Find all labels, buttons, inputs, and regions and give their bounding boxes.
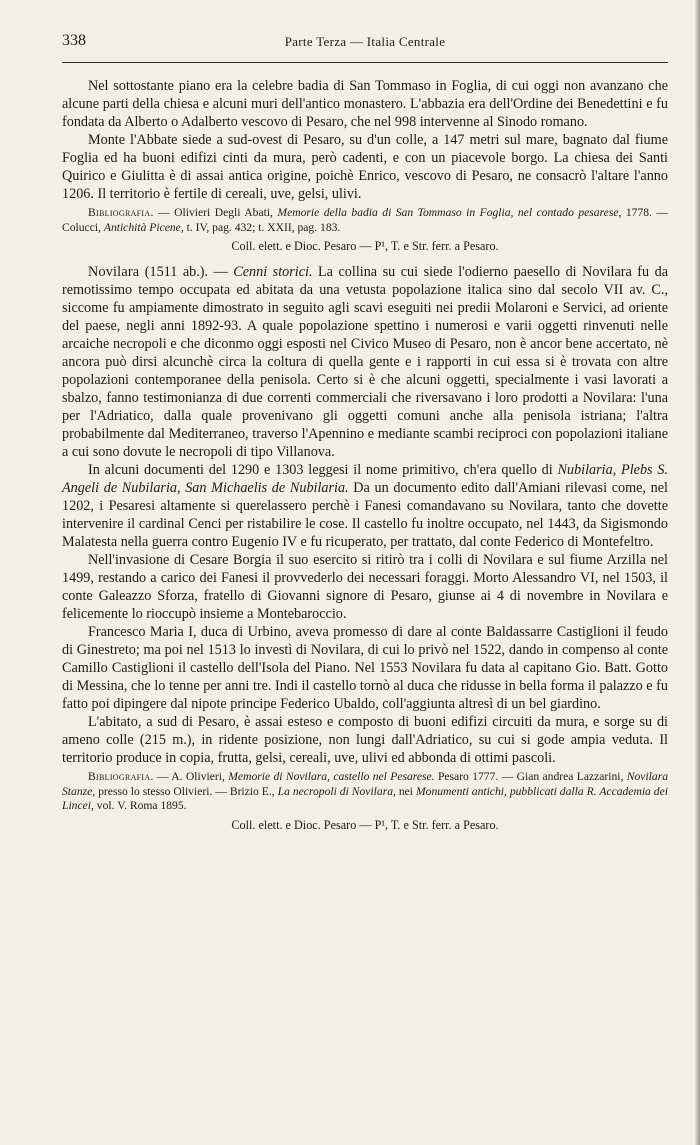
entry-population: (1511 ab.). —	[139, 264, 234, 281]
running-title: Parte Terza — Italia Centrale	[284, 34, 446, 49]
paragraph-text: Da un documento edito dall'Amiani rilevasi come, nel 1202, i Pesaresi altamente si querelassero perchè i Fanesi comandavano su Novilara, tanto che dovette intervenire il cardinal Cenci per ristabilire le cose. Il castello fu inoltre occupato, nel 1443, da Sigismondo Malatesta nella guerra contro Eugenio IV e fu ricuperato, per trattato, dal conte Federico di Montefeltro.	[62, 480, 668, 551]
book-page	[62, 28, 668, 842]
bibliography-label: Bibliografia.	[88, 770, 154, 784]
paragraph-documenti	[62, 461, 668, 551]
paragraph-text: La collina su cui siede l'odierno paesello di Novilara fu da remotissimo tempo occupata ed abitata da una vetusta popolazione italica sino dal secolo VII av. C., siccome fu ampiamente dimostrato in seguito agli scavi eseguiti nei predii Molaroni e Servici, ad oriente del paese, negli anni 1892-93. A quale popolazione spettino i numerosi e varii oggetti rinvenuti nelle arcaiche necropoli e che diconmo oggi esposti nel Civico Museo di Pesaro, non è ancor bene accertato, nè ancora può dirsi alcunchè circa la coltura di quella gente e i rapporti in cui essa si è trovata con altre popolazioni contemporanee della penisola. Certo si è che alcuni oggetti, specialmente i vasi lavorati a sbalzo, fanno testimonianza di due correnti commerciali che riversavano i loro prodotti a Novilara: l'una per l'Adriatico, dalla quale provenivano gli oggetti comuni anche alla penisola istriana; l'altra probabilmente dal Mediterraneo, traverso l'Apennino e mediante scambi reciproci con popolazioni italiane a cui sono dovute le necropoli di tipo Villanova.	[62, 264, 668, 461]
collegio-note: Coll. elett. e Dioc. Pesaro — P¹, T. e Str. ferr. a Pesaro.	[231, 239, 499, 254]
bib-title: Antichità Picene	[103, 220, 181, 234]
bib-title: Memorie di Novilara, castello nel Pesarese.	[228, 770, 435, 784]
bib-text: , 1778. — Colucci,	[62, 206, 669, 234]
paragraph-francesco-maria: Francesco Maria I, duca di Urbino, aveva promesso di dare al conte Baldassarre Castiglioni il feudo di Ginestreto; ma poi nel 1513 lo investì di Novilara, di cui lo privò nel 1522, dando in compenso al conte Camillo Castiglioni il castello dell'Isola del Piano. Nel 1553 Novilara fu data al capitano Gio. Batt. Gotto di Messina, che lo tenne per anni tre. Indi il castello tornò al duca che ridusse in bella forma il palazzo e fu fatto poi dipingere dal nipote principe Federico Ubaldo, coll'aggiunta altresì di un bel giardino.	[62, 624, 668, 713]
bib-text: — A. Olivieri,	[153, 770, 229, 784]
bib-text: , t. IV, pag. 432; t. XXII, pag. 183.	[180, 220, 341, 234]
bib-title: La necropoli di Novilara,	[277, 784, 396, 798]
page-number: 338	[62, 32, 86, 49]
paragraph-badia: Nel sottostante piano era la celebre badia di San Tommaso in Foglia, di cui oggi non avanzano che alcune parti della chiesa e alcuni muri dell'antico monastero. L'abbazia era dell'Ordine dei Benedettini e fu fondata da Alberto o Adalberto vescovo di Pesaro, che nel 998 intervenne al Sinodo romano.	[62, 78, 668, 130]
bib-text: presso lo stesso Olivieri. — Brizio E.,	[95, 784, 278, 798]
bib-text: Pesaro 1777. — Gian andrea Lazzarini,	[434, 770, 627, 784]
cenni-storici-label: Cenni storici.	[233, 264, 313, 281]
bibliography-novilara	[62, 770, 668, 814]
header-rule	[62, 62, 668, 63]
entry-heading: Novilara	[88, 264, 140, 281]
bib-text: nei	[395, 784, 416, 798]
paragraph-novilara-intro	[62, 263, 668, 461]
bibliography-monte-abbate	[62, 206, 668, 235]
latin-names: Nubilaria, Plebs S. Angeli de Nubilaria, San Michaelis de Nubilaria.	[62, 462, 668, 497]
page-edge-shadow	[695, 0, 700, 1145]
bib-text: vol. V. Roma 1895.	[93, 799, 187, 813]
paragraph-abitato: L'abitato, a sud di Pesaro, è assai esteso e composto di buoni edifizi circuiti da mura, e sorge su di ameno colle (215 m.), in ridente posizione, non lungi dall'Adriatico, su cui si gode ampia veduta. Il territorio produce in copia, frutta, gelsi, cereali, uve, ulivi ed abbonda di ottimi pascoli.	[62, 714, 668, 767]
paragraph-monte-abbate: Monte l'Abbate siede a sud-ovest di Pesaro, su d'un colle, a 147 metri sul mare, bagnato dal fiume Foglia ed ha buoni edifizi cinti da mura, però cadenti, e con un piacevole borgo. La chiesa dei Santi Quirico e Giulitta è di assai antica origine, poichè Enrico, vescovo di Pesaro, ne consacrò l'altare l'anno 1206. Il territorio è fertile di cereali, uve, gelsi, ulivi.	[62, 132, 668, 202]
bib-text: — Olivieri Degli Abati,	[153, 206, 278, 219]
running-header	[62, 28, 668, 54]
paragraph-borgia: Nell'invasione di Cesare Borgia il suo esercito si ritirò tra i colli di Novilara e sul fiume Arzilla nel 1499, restando a carico dei Fanesi il provvederlo dei necessari foraggi. Morto Alessandro VI, nel 1503, il conte Galeazzo Sforza, fratello di Giovanni signore di Pesaro, giunse ai 4 di novembre in Novilara e felicemente lo rioccupò insieme a Montebaroccio.	[62, 552, 668, 623]
bibliography-label: Bibliografia.	[88, 206, 154, 219]
bib-title: Monumenti antichi, pubblicati dalla R. Accademia dei Lincei,	[62, 784, 668, 813]
collegio-note: Coll. elett. e Dioc. Pesaro — P¹, T. e Str. ferr. a Pesaro.	[231, 817, 499, 832]
paragraph-text: In alcuni documenti del 1290 e 1303 leggesi il nome primitivo, ch'era quello di	[88, 462, 558, 479]
bib-title: Novilara Stanze,	[62, 770, 669, 798]
bib-title: Memorie della badia di San Tommaso in Foglia, nel contado pesarese	[277, 206, 619, 219]
